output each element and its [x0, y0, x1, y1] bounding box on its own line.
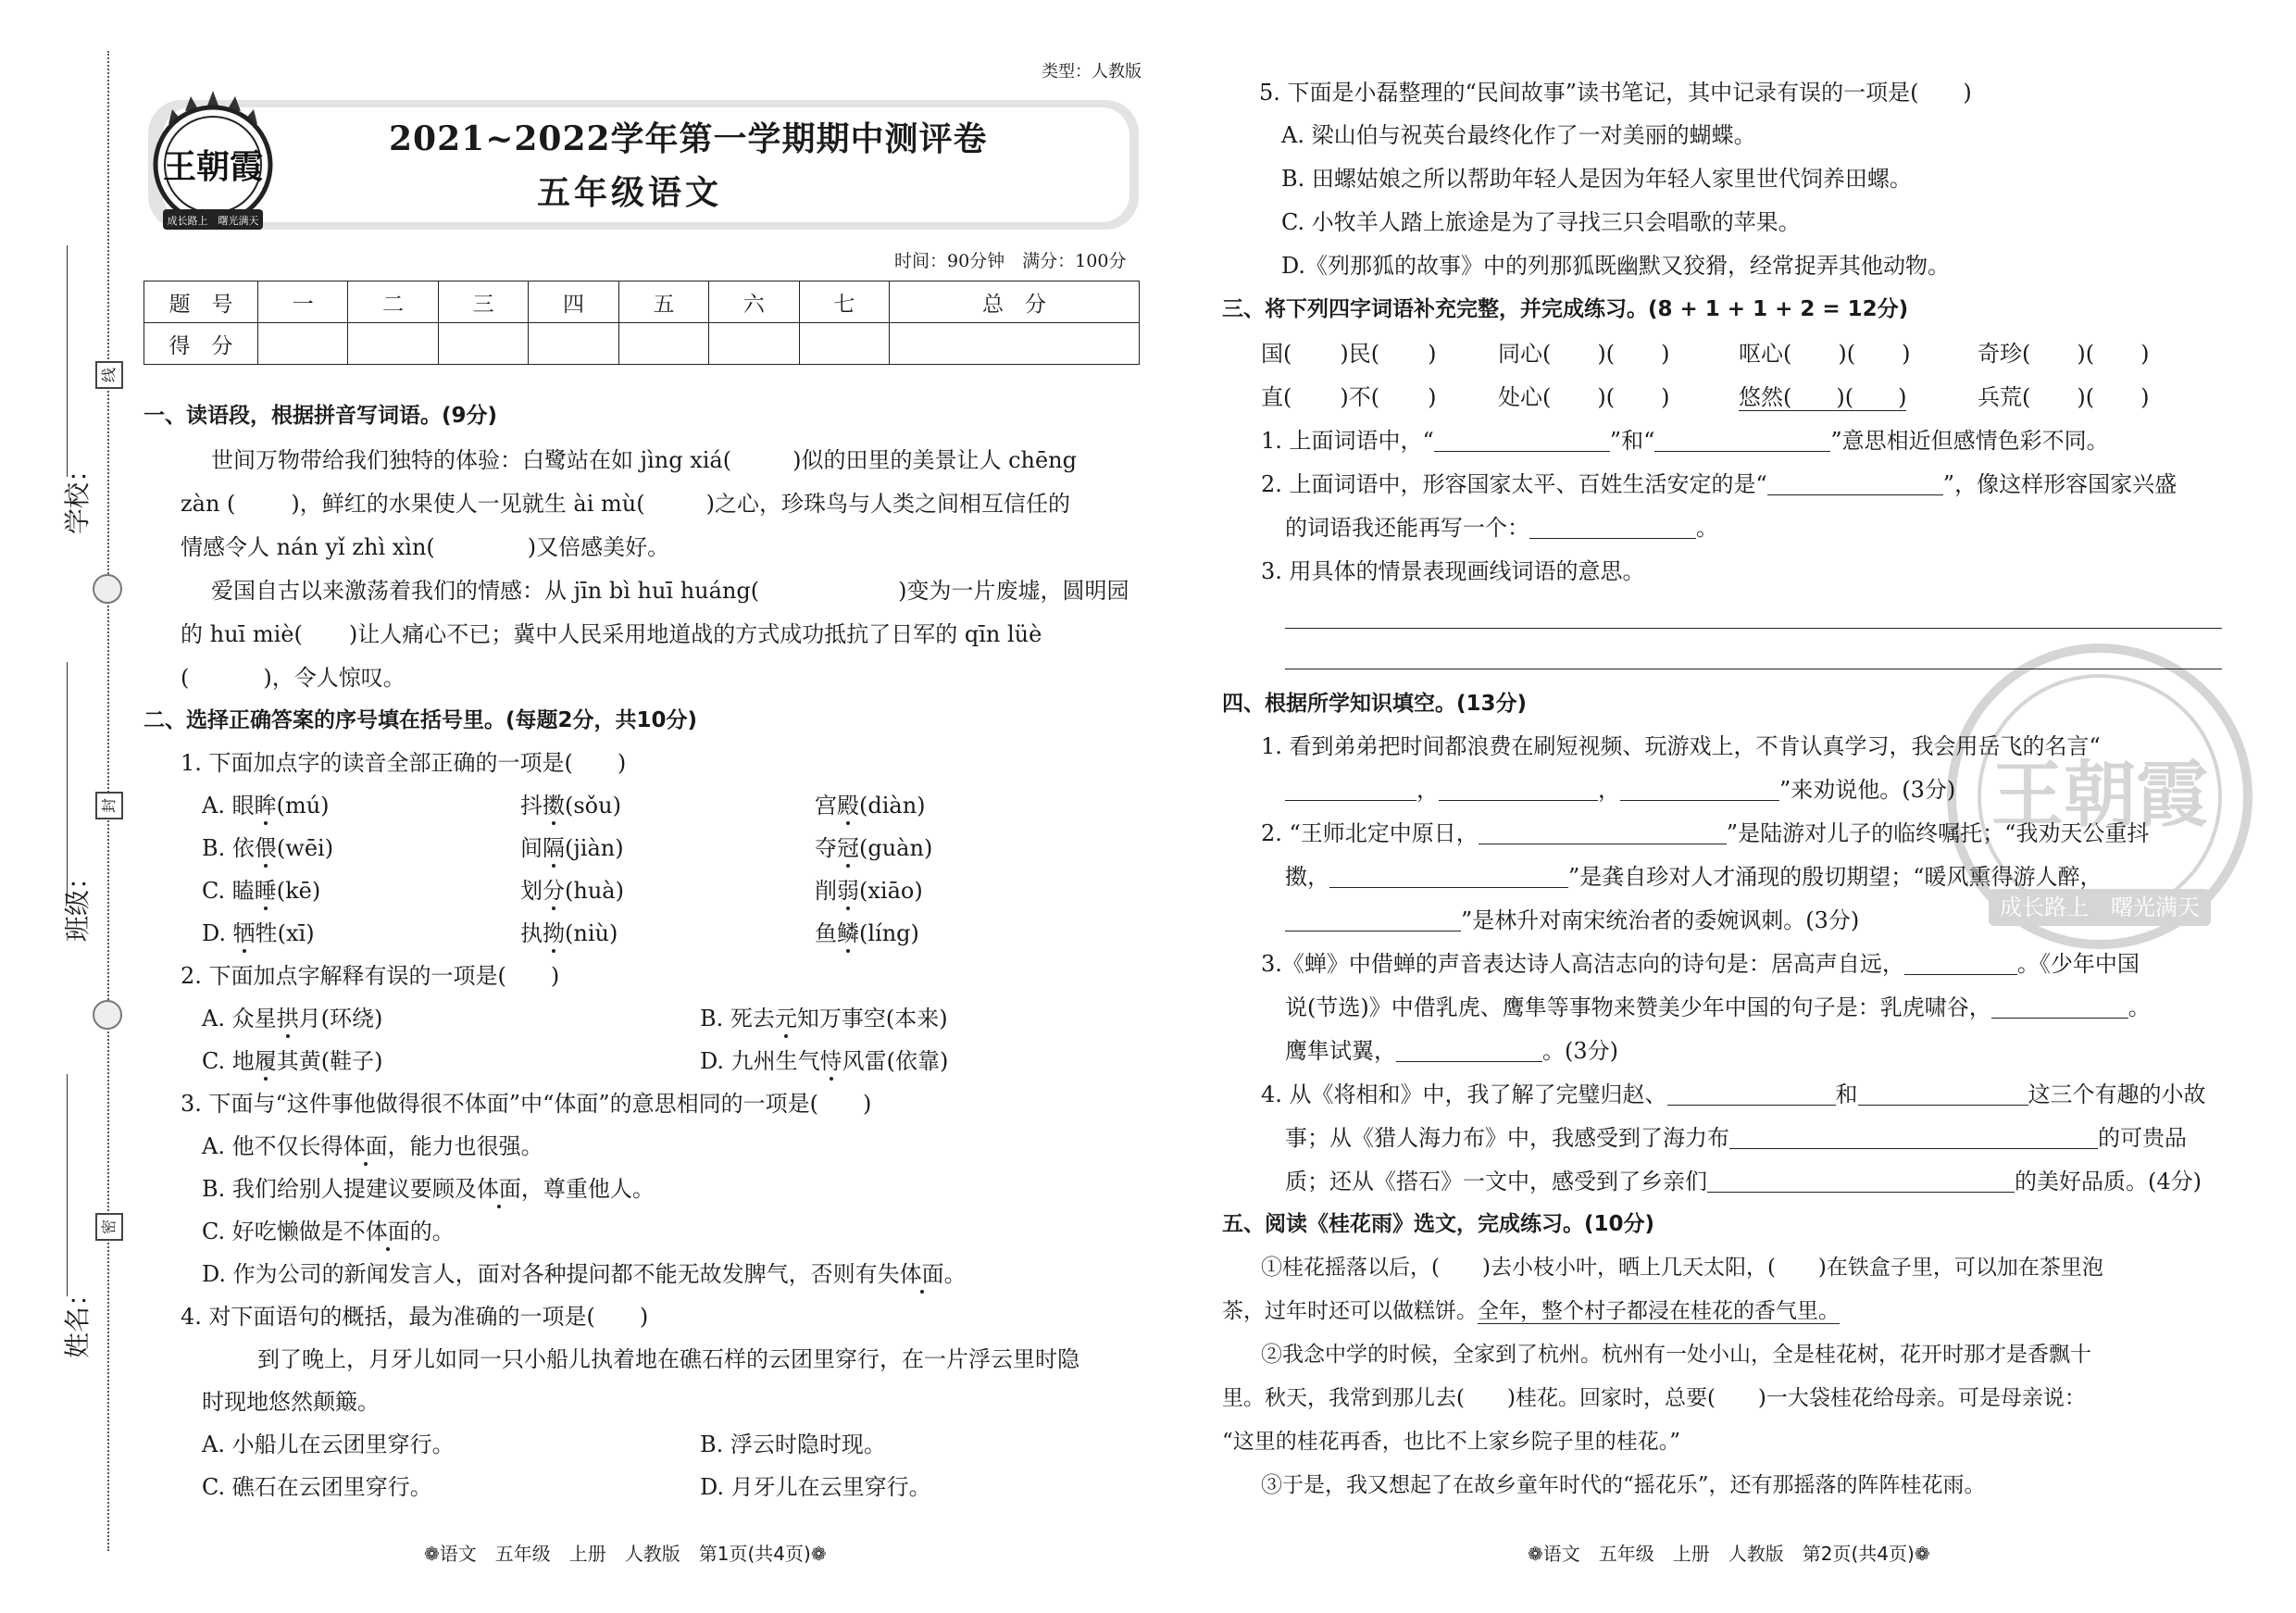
q1-option-d[interactable]: D. 牺牲(xī)	[202, 920, 315, 946]
binding-mark-line: 线	[95, 361, 123, 389]
s4-q1: 1. 看到弟弟把时间都浪费在刷短视频、玩游戏上，不肯认真学习，我会用岳飞的名言“	[1261, 733, 2101, 759]
answer-blank[interactable]	[1767, 470, 1943, 495]
s3-q2-cont: 的词语我还能再写一个： 。	[1285, 515, 1718, 541]
q4-passage-2: 时现地悠然颠簸。	[202, 1389, 380, 1415]
answer-blank[interactable]	[1285, 907, 1461, 932]
answer-blank[interactable]	[1991, 994, 2128, 1019]
q2-option-c[interactable]: C. 地履其黄(鞋子)	[202, 1048, 383, 1074]
score-cell[interactable]	[529, 323, 618, 365]
answer-blank[interactable]	[1434, 427, 1610, 452]
s4-q4-cont2: 质；还从《搭石》一文中，感受到了乡亲们 的美好品质。(4分)	[1285, 1169, 2202, 1194]
answer-blank[interactable]	[1904, 950, 2017, 975]
s1-line5: 的 huī miè( )让人痛心不已；冀中人民采用地道战的方式成功抵抗了日军的 qīn lüè	[181, 621, 1042, 647]
answer-blank[interactable]	[1329, 863, 1568, 888]
binding-mark-seal: 封	[95, 792, 123, 819]
s3-q1: 1. 上面词语中，“ ”和“ ”意思相近但感情色彩不同。	[1261, 428, 2109, 454]
right-footer: ❁语文 五年级 上册 人教版 第2页(共4页)❁	[1528, 1543, 1930, 1565]
class-label: 班级：	[62, 863, 94, 943]
q3-option-a[interactable]: A. 他不仅长得体面，能力也很强。	[202, 1133, 543, 1159]
passage-p1: ①桂花摇落以后，( )去小枝小叶，晒上几天太阳，( )在铁盒子里，可以加在茶里泡	[1261, 1256, 2103, 1280]
s4-q3-cont2: 鹰隼试翼， 。(3分)	[1285, 1038, 1618, 1064]
idiom-5[interactable]: 直( )不( )	[1261, 384, 1437, 410]
time-info: 时间：90分钟 满分：100分	[894, 251, 1127, 271]
name-field[interactable]	[67, 1074, 68, 1296]
s4-q3-cont: 说(节选)》中借乳虎、鹰隼等事物来赞美少年中国的句子是：乳虎啸谷， 。	[1285, 994, 2151, 1020]
underlined-sentence: 全年，整个村子都浸在桂花的香气里。	[1478, 1299, 1840, 1323]
section5-title: 五、阅读《桂花雨》选文，完成练习。(10分)	[1222, 1212, 1655, 1236]
passage-p2: ②我念中学的时候，全家到了杭州。杭州有一处小山，全是桂花树，花开时那才是香飘十	[1261, 1343, 2091, 1367]
q3-stem: 3. 下面与“这件事他做得很不体面”中“体面”的意思相同的一项是( )	[181, 1091, 872, 1117]
answer-blank[interactable]	[1707, 1168, 2015, 1193]
idiom-4[interactable]: 奇珍( )( )	[1978, 341, 2150, 367]
answer-blank[interactable]	[1529, 514, 1696, 539]
answer-blank[interactable]	[1285, 776, 1416, 801]
q5-option-d[interactable]: D.《列那狐的故事》中的列那狐既幽默又狡猾，经常捉弄其他动物。	[1281, 253, 1951, 279]
q1-option-c[interactable]: C. 瞌睡(kē)	[202, 878, 321, 904]
svg-text:成长路上 曙光满天: 成长路上 曙光满天	[167, 215, 259, 227]
s1-line4: 爱国自古以来激荡着我们的情感：从 jīn bì huī huáng( )变为一片废墟，圆明园	[211, 578, 1129, 604]
q4-option-b[interactable]: B. 浮云时隐时现。	[700, 1432, 886, 1457]
s4-q4: 4. 从《将相和》中，我了解了完璧归赵、 和 这三个有趣的小故	[1261, 1082, 2206, 1107]
school-label: 学校：	[62, 456, 94, 535]
q4-passage-1: 到了晚上，月牙儿如同一只小船儿执着地在礁石样的云团里穿行，在一片浮云里时隐	[257, 1346, 1079, 1372]
score-cell[interactable]	[709, 323, 799, 365]
exam-subtitle: 五年级语文	[537, 174, 723, 212]
s1-line3: 情感令人 nán yǐ zhì xìn( )又倍感美好。	[181, 534, 670, 560]
s4-q3: 3.《蝉》中借蝉的声音表达诗人高洁志向的诗句是：居高声自远， 。《少年中国	[1261, 951, 2140, 977]
q2-option-a[interactable]: A. 众星拱月(环绕)	[202, 1006, 383, 1032]
flower-icon: ❁	[1914, 1543, 1930, 1565]
flower-icon: ❁	[424, 1543, 440, 1565]
answer-line[interactable]	[1285, 628, 2222, 629]
s1-line2: zàn ( )，鲜红的水果使人一见就生 ài mù( )之心，珍珠鸟与人类之间相互信任的	[181, 491, 1070, 517]
s4-q2: 2. “王师北定中原日， ”是陆游对儿子的临终嘱托；“我劝天公重抖	[1261, 820, 2150, 846]
flower-icon: ❁	[1528, 1543, 1543, 1565]
binding-mark-secret: 密	[95, 1213, 123, 1241]
q1-stem: 1. 下面加点字的读音全部正确的一项是( )	[181, 750, 627, 776]
q1-option-a[interactable]: A. 眼眸(mú)	[202, 793, 330, 819]
q5-option-a[interactable]: A. 梁山伯与祝英台最终化作了一对美丽的蝴蝶。	[1281, 122, 1756, 148]
s3-q3: 3. 用具体的情景表现画线词语的意思。	[1261, 558, 1645, 584]
answer-blank[interactable]	[1858, 1081, 2028, 1106]
idiom-3[interactable]: 呕心( )( )	[1739, 341, 1911, 367]
q5-stem: 5. 下面是小磊整理的“民间故事”读书笔记，其中记录有误的一项是( )	[1259, 80, 1972, 106]
idiom-8[interactable]: 兵荒( )( )	[1978, 384, 2150, 410]
score-cell[interactable]	[258, 323, 348, 365]
score-cell[interactable]	[618, 323, 708, 365]
answer-blank[interactable]	[1620, 776, 1779, 801]
idiom-7-underlined[interactable]: 悠然( )( )	[1739, 384, 1907, 410]
q3-option-b[interactable]: B. 我们给别人提建议要顾及体面，尊重他人。	[202, 1176, 655, 1202]
school-field[interactable]	[67, 245, 68, 477]
idiom-2[interactable]: 同心( )( )	[1498, 341, 1670, 367]
left-footer: ❁语文 五年级 上册 人教版 第1页(共4页)❁	[424, 1543, 827, 1565]
q4-stem: 4. 对下面语句的概括，最为准确的一项是( )	[181, 1304, 649, 1330]
q4-option-c[interactable]: C. 礁石在云团里穿行。	[202, 1474, 432, 1500]
passage-p2-cont2: “这里的桂花再香，也比不上家乡院子里的桂花。”	[1222, 1430, 1681, 1454]
s4-q2-cont: 擞， ”是龚自珍对人才涌现的殷切期望；“暖风熏得游人醉，	[1285, 864, 2103, 890]
section1-title: 一、读语段，根据拼音写词语。(9分)	[144, 404, 498, 428]
section3-title: 三、将下列四字词语补充完整，并完成练习。(8 + 1 + 1 + 2 = 12分)	[1222, 297, 1909, 321]
q1-option-b[interactable]: B. 依偎(wēi)	[202, 835, 334, 861]
score-table: 题 号 一 二 三 四 五 六 七 总 分 得 分	[144, 281, 1140, 365]
logo-text: 王朝霞	[162, 147, 264, 186]
q4-option-d[interactable]: D. 月牙儿在云里穿行。	[700, 1474, 931, 1500]
q3-option-d[interactable]: D. 作为公司的新闻发言人，面对各种提问都不能无故发脾气，否则有失体面。	[202, 1261, 967, 1287]
idiom-1[interactable]: 国( )民( )	[1261, 341, 1437, 367]
binding-ring	[93, 574, 122, 604]
binding-ring	[93, 1000, 122, 1030]
q2-option-d[interactable]: D. 九州生气恃风雷(依靠)	[700, 1048, 949, 1074]
answer-blank[interactable]	[1667, 1081, 1836, 1106]
answer-blank[interactable]	[1396, 1037, 1542, 1062]
s1-line6: ( )，令人惊叹。	[181, 665, 406, 691]
section2-title: 二、选择正确答案的序号填在括号里。(每题2分，共10分)	[144, 708, 698, 732]
watermark-logo	[1942, 639, 2257, 954]
passage-p2-cont: 里。秋天，我常到那儿去( )桂花。回家时，总要( )一大袋桂花给母亲。可是母亲说：	[1222, 1386, 2086, 1410]
type-label: 类型：人教版	[1042, 62, 1142, 81]
answer-blank[interactable]	[1654, 427, 1830, 452]
logo	[139, 85, 287, 233]
exam-title: 2021~2022学年第一学期期中测评卷	[389, 119, 988, 158]
q2-stem: 2. 下面加点字解释有误的一项是( )	[181, 963, 560, 989]
q4-option-a[interactable]: A. 小船儿在云团里穿行。	[202, 1432, 455, 1457]
passage-p1-cont: 茶，过年时还可以做糕饼。全年，整个村子都浸在桂花的香气里。	[1222, 1299, 1840, 1323]
s3-q2: 2. 上面词语中，形容国家太平、百姓生活安定的是“ ”，像这样形容国家兴盛	[1261, 471, 2177, 497]
q3-option-c[interactable]: C. 好吃懒做是不体面的。	[202, 1219, 455, 1244]
name-label: 姓名：	[62, 1280, 94, 1359]
s4-q4-cont: 事；从《猎人海力布》中，我感受到了海力布 的可贵品	[1285, 1125, 2187, 1151]
score-cell[interactable]	[799, 323, 889, 365]
q5-option-c[interactable]: C. 小牧羊人踏上旅途是为了寻找三只会唱歌的苹果。	[1281, 209, 1801, 235]
q2-option-b[interactable]: B. 死去元知万事空(本来)	[700, 1006, 948, 1032]
score-cell[interactable]	[348, 323, 438, 365]
svg-text:成长路上 曙光满天: 成长路上 曙光满天	[2000, 894, 2200, 920]
answer-blank[interactable]	[1729, 1124, 2098, 1149]
answer-blank[interactable]	[1439, 776, 1598, 801]
score-cell[interactable]	[890, 323, 1140, 365]
s4-q2-cont2: ”是林升对南宋统治者的委婉讽刺。(3分)	[1285, 906, 1859, 935]
answer-blank[interactable]	[1479, 819, 1727, 844]
idiom-6[interactable]: 处心( )( )	[1498, 384, 1670, 410]
score-cell[interactable]	[438, 323, 528, 365]
passage-p3: ③于是，我又想起了在故乡童年时代的“摇花乐”，还有那摇落的阵阵桂花雨。	[1261, 1473, 1986, 1497]
flower-icon: ❁	[810, 1543, 827, 1565]
svg-text:王朝霞: 王朝霞	[1990, 753, 2209, 837]
section4-title: 四、根据所学知识填空。(13分)	[1222, 692, 1528, 716]
q5-option-b[interactable]: B. 田螺姑娘之所以帮助年轻人是因为年轻人家里世代饲养田螺。	[1281, 166, 1912, 192]
s1-line1: 世间万物带给我们独特的体验：白鹭站在如 jìng xiá( )似的田里的美景让人 chēng	[211, 447, 1077, 473]
s4-q1-cont: ， ， ”来劝说他。(3分)	[1285, 775, 1955, 805]
